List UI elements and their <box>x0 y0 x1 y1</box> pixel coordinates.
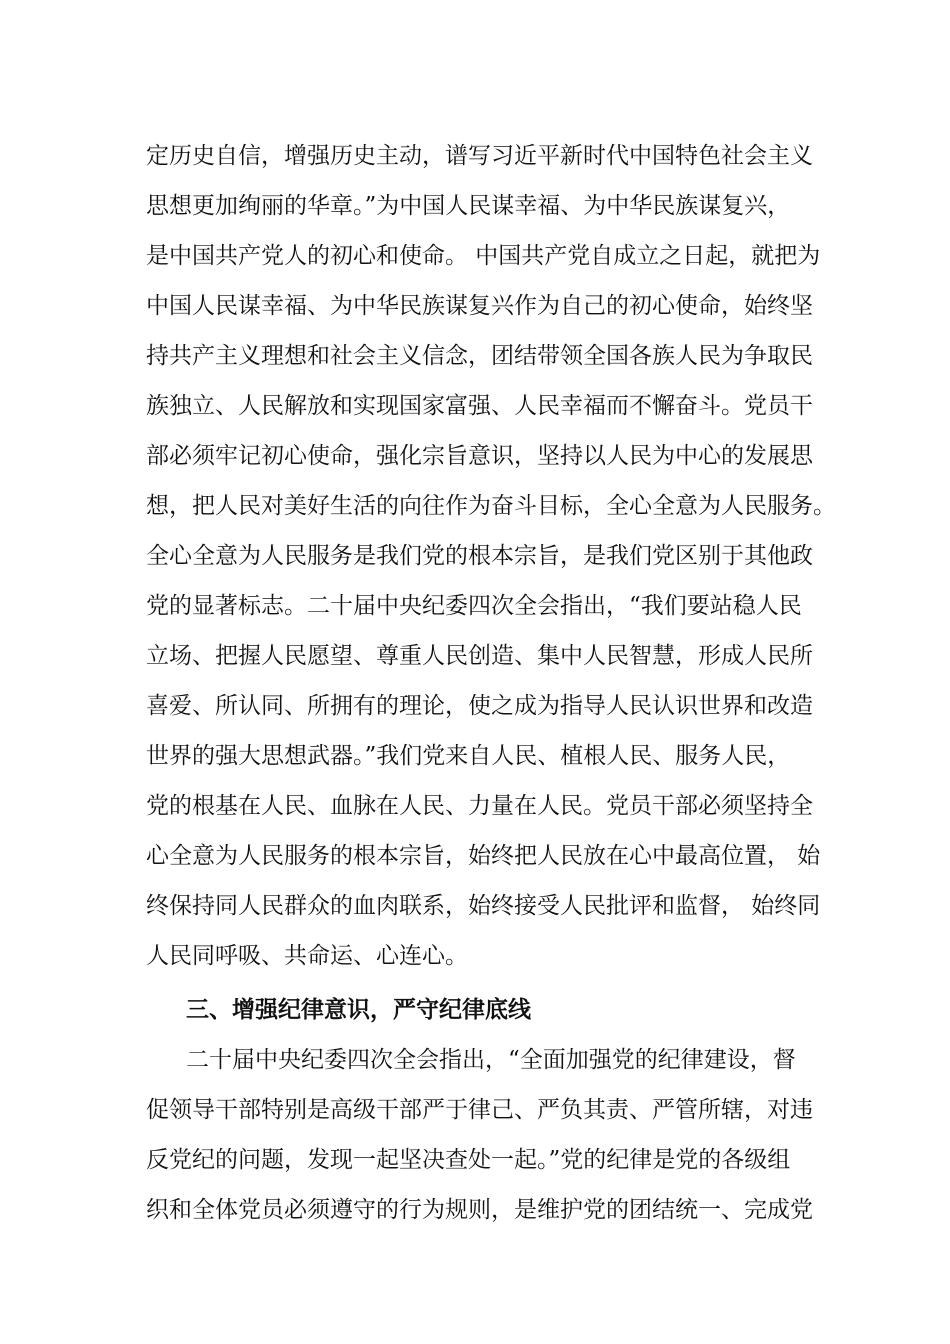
line-text: 喜爱、所认同、所拥有的理论，使之成为指导人民认识世界和改造 <box>146 693 813 719</box>
body-text-line <box>0 431 950 481</box>
body-text-line <box>0 1135 950 1185</box>
body-text-line <box>0 1185 950 1235</box>
line-text: 族独立、人民解放和实现国家富强、人民幸福而不懈奋斗。党员干 <box>146 393 813 419</box>
body-text-line <box>0 181 950 231</box>
line-text: 终保持同人民群众的血肉联系，始终接受人民批评和监督， 始终同 <box>146 893 821 919</box>
body-text-line <box>0 781 950 831</box>
line-text: 人民同呼吸、共命运、心连心。 <box>146 943 468 969</box>
body-text-line <box>0 731 950 781</box>
body-text-line <box>0 131 950 181</box>
section-heading-text: 三、增强纪律意识，严守纪律底线 <box>186 996 531 1023</box>
body-text-line <box>0 1085 950 1135</box>
body-text-line <box>0 481 950 531</box>
body-text-line <box>0 231 950 281</box>
line-text: 全心全意为人民服务是我们党的根本宗旨，是我们党区别于其他政 <box>146 543 813 569</box>
body-text-line <box>0 381 950 431</box>
section-heading <box>0 985 950 1035</box>
line-text: 党的根基在人民、血脉在人民、力量在人民。党员干部必须坚持全 <box>146 793 813 819</box>
body-text-line <box>0 581 950 631</box>
line-text: 心全意为人民服务的根本宗旨，始终把人民放在心中最高位置， 始 <box>146 843 821 869</box>
body-text-line <box>0 881 950 931</box>
line-text: 中国人民谋幸福、为中华民族谋复兴作为自己的初心使命，始终坚 <box>146 293 813 319</box>
line-text: 想，把人民对美好生活的向往作为奋斗目标，全心全意为人民服务。 <box>146 493 836 519</box>
line-text: 部必须牢记初心使命，强化宗旨意识，坚持以人民为中心的发展思 <box>146 443 813 469</box>
body-text-line <box>0 1035 950 1085</box>
line-text: 反党纪的问题，发现一起坚决查处一起。”党的纪律是党的各级组 <box>146 1147 791 1173</box>
body-text-line <box>0 831 950 881</box>
body-text-line <box>0 631 950 681</box>
line-text: 持共产主义理想和社会主义信念，团结带领全国各族人民为争取民 <box>146 343 813 369</box>
body-text-line <box>0 531 950 581</box>
line-text: 党的显著标志。二十届中央纪委四次全会指出，“我们要站稳人民 <box>146 593 802 619</box>
body-text-line <box>0 931 950 981</box>
line-text: 立场、把握人民愿望、尊重人民创造、集中人民智慧，形成人民所 <box>146 643 813 669</box>
body-text-line <box>0 681 950 731</box>
line-text: 织和全体党员必须遵守的行为规则，是维护党的团结统一、完成党 <box>146 1197 813 1223</box>
line-text: 思想更加绚丽的华章。”为中国人民谋幸福、为中华民族谋复兴， <box>146 193 791 219</box>
line-text: 定历史自信，增强历史主动，谱写习近平新时代中国特色社会主义 <box>146 143 813 169</box>
line-text: 促领导干部特别是高级干部严于律己、严负其责、严管所辖，对违 <box>146 1097 813 1123</box>
line-text: 是中国共产党人的初心和使命。 中国共产党自成立之日起，就把为 <box>146 243 821 269</box>
body-text-line <box>0 281 950 331</box>
line-text: 二十届中央纪委四次全会指出，“全面加强党的纪律建设，督 <box>186 1047 796 1073</box>
line-text: 世界的强大思想武器。”我们党来自人民、植根人民、服务人民， <box>146 743 791 769</box>
body-text-line <box>0 331 950 381</box>
